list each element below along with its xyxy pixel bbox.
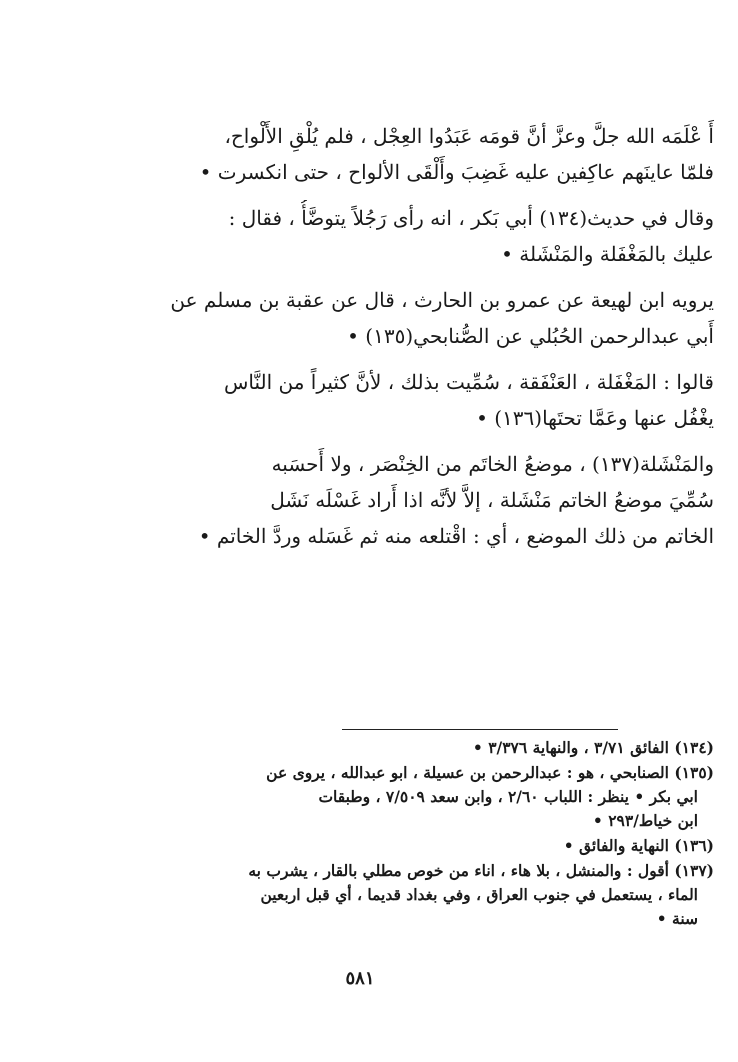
text-line: فلمّا عاينَهم عاكِفين عليه غَضِبَ وأَلْقَى الألواح ، حتى انكسرت •	[199, 160, 714, 184]
footnote-text: الفائق ٣/٧١ ، والنهاية ٣/٣٧٦ •	[472, 738, 669, 757]
footnote-separator	[342, 729, 618, 730]
footnote-text: أقول : والمنشل ، بلا هاء ، اناء من خوص مطلي بالقار ، يشرب به	[248, 861, 669, 880]
footnote	[102, 834, 714, 858]
footnote-line	[102, 859, 714, 883]
footnote-text: الصنابحي ، هو : عبدالرحمن بن عسيلة ، ابو عبدالله ، يروى عن	[266, 763, 669, 782]
footnote-text: ابي بكر • ينظر : اللباب ٢/٦٠ ، وابن سعد ٧/٥٠٩ ، وطبقات	[318, 787, 698, 806]
footnote-number: (١٣٤)	[674, 738, 714, 757]
text-line: يرويه ابن لهيعة عن عمرو بن الحارث ، قال عن عقبة بن مسلم عن	[170, 288, 714, 312]
text-line: وقال في حديث(١٣٤) أبي بَكر ، انه رأى رَجُلاً يتوضَّأُ ، فقال :	[228, 206, 714, 230]
text-line: عليك بالمَغْفَلة والمَنْشَلة •	[501, 242, 714, 266]
text-line: أَبي عبدالرحمن الحُبُلي عن الصُّنابحي(١٣٥) •	[347, 324, 714, 348]
paragraph	[96, 118, 714, 190]
text-line: سُمِّيَ موضعُ الخاتم مَنْشَلة ، إلاَّ لأنَّه اذا أَراد غَسْلَه نَشَل	[270, 488, 714, 512]
main-text	[96, 118, 714, 564]
text-line: والمَنْشَلة(١٣٧) ، موضعُ الخاتَم من الخِنْصَر ، ولا أَحسَبه	[271, 452, 714, 476]
footnote-text: سنة •	[656, 909, 698, 928]
footnote-text: الماء ، يستعمل في جنوب العراق ، وفي بغداد قديما ، أي قبل اربعين	[260, 885, 698, 904]
text-line: الخاتم من ذلك الموضع ، أي : اقْتلعه منه ثم غَسَله وردَّ الخاتم •	[198, 524, 714, 548]
footnote	[102, 859, 714, 931]
footnote-number: (١٣٦)	[674, 836, 714, 855]
paragraph	[96, 282, 714, 354]
paragraph	[96, 446, 714, 554]
page-number: ٥٨١	[345, 968, 375, 989]
paragraph	[96, 200, 714, 272]
footnote-text: النهاية والفائق •	[563, 836, 669, 855]
text-line: قالوا : المَغْفَلة ، العَنْفَقة ، سُمِّيت بذلك ، لأنَّ كثيراً من النَّاس	[223, 370, 714, 394]
footnote-line	[102, 736, 714, 760]
footnotes	[102, 736, 714, 932]
footnote-number: (١٣٧)	[674, 861, 714, 880]
footnote-number: (١٣٥)	[674, 763, 714, 782]
footnote-text: ابن خياط/٢٩٣ •	[592, 811, 698, 830]
paragraph	[96, 364, 714, 436]
footnote	[102, 761, 714, 833]
text-line: أَ عْلَمَه الله جلَّ وعزَّ أنَّ قومَه عَبَدُوا العِجْل ، فلم يُلْقِ الأَلْواح،	[224, 124, 714, 148]
text-line: يغْفُل عنها وعَمَّا تحتَها(١٣٦) •	[476, 406, 714, 430]
footnote	[102, 736, 714, 760]
footnote-line	[102, 834, 714, 858]
footnote-line	[102, 761, 714, 785]
